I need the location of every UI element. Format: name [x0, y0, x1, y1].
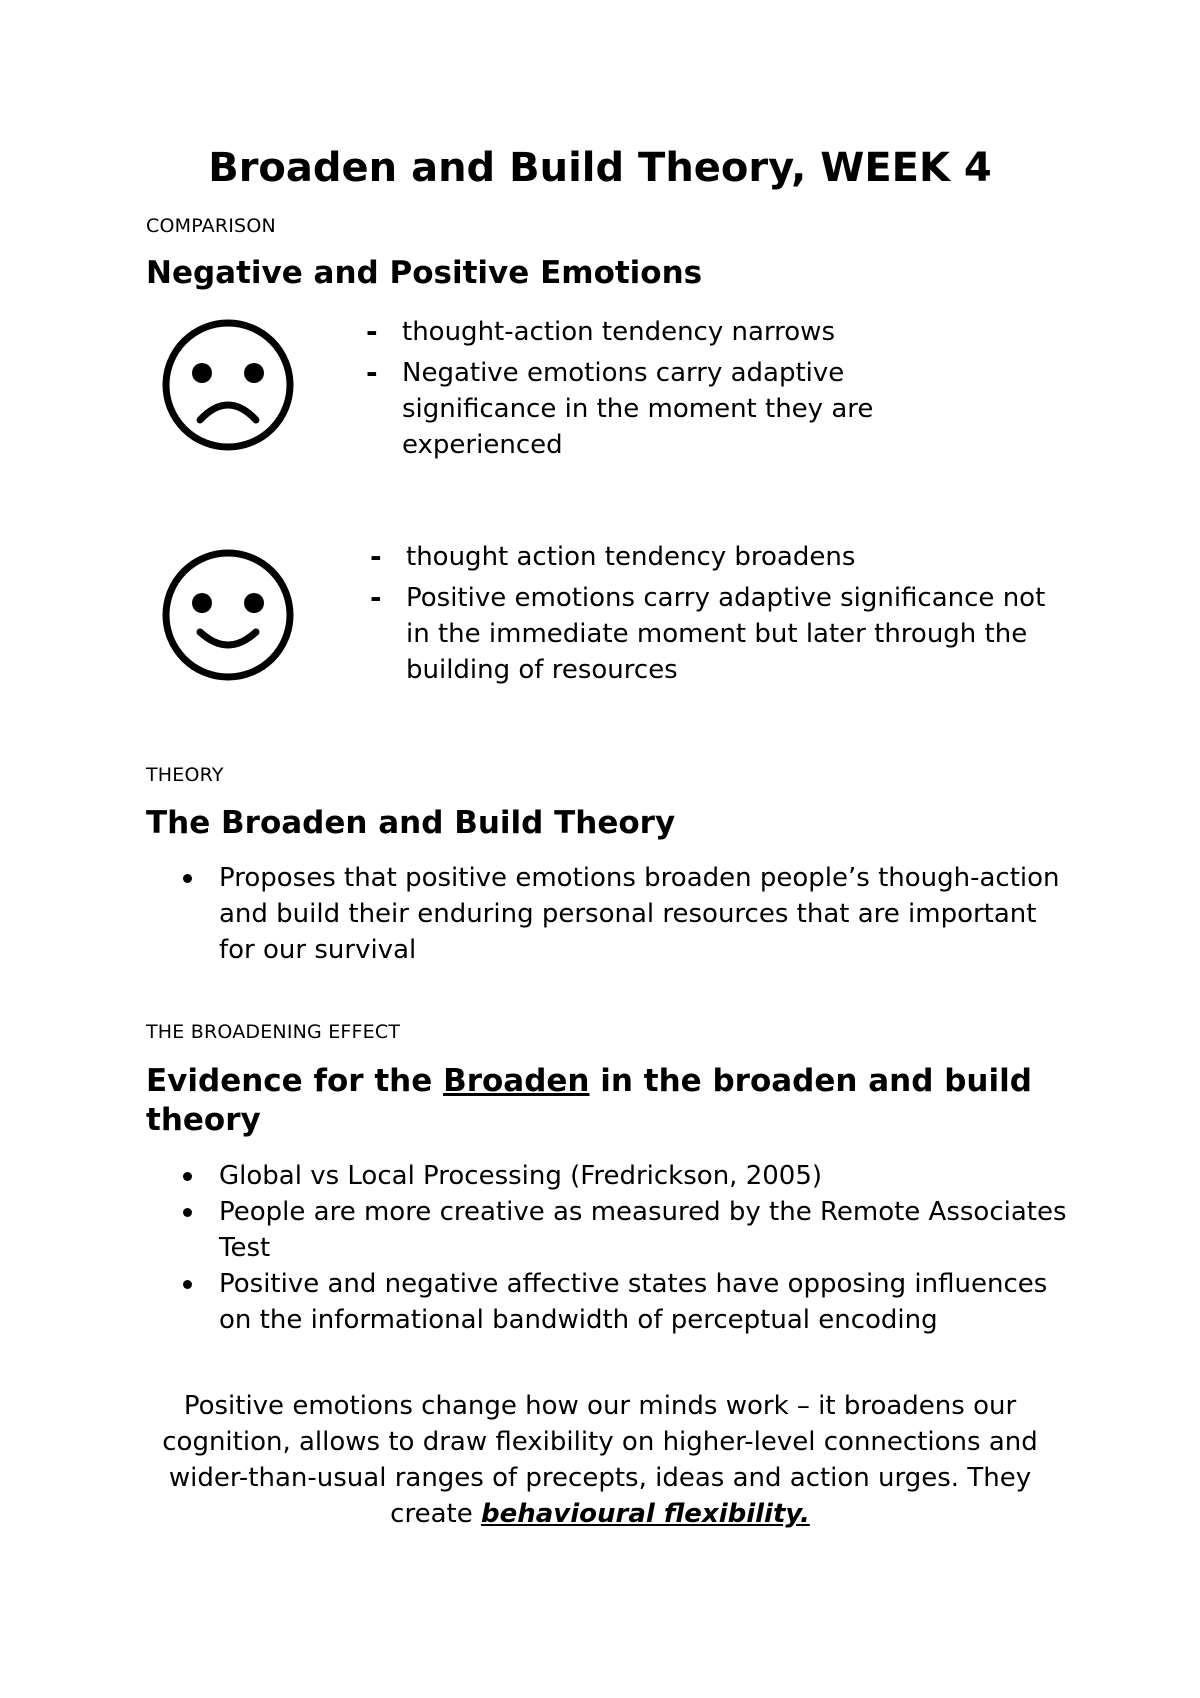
- theory-heading: The Broaden and Build Theory: [146, 805, 676, 841]
- broadening-heading: [146, 1062, 1046, 1140]
- positive-emotion-points: [370, 539, 1070, 693]
- list-item: - thought action tendency broadens: [370, 539, 1070, 575]
- closing-text: Positive emotions change how our minds work – it broadens our cognition, allows to draw flexibility on higher-level connections and wider-than-usual ranges of precepts, ideas and action urges. They create: [162, 1391, 1038, 1529]
- broadening-evidence-points: [180, 1158, 1080, 1338]
- closing-emphasis: behavioural flexibility.: [480, 1499, 810, 1529]
- theory-section-label: THEORY: [146, 764, 224, 786]
- smiley-face-icon: [153, 540, 303, 690]
- heading-text: Evidence for the: [146, 1063, 444, 1099]
- list-item: - thought-action tendency narrows: [366, 314, 986, 350]
- list-item: People are more creative as measured by the Remote Associates Test: [180, 1194, 1080, 1266]
- negative-emotion-points: [366, 314, 986, 468]
- broadening-section-label: THE BROADENING EFFECT: [146, 1021, 401, 1043]
- comparison-heading: Negative and Positive Emotions: [146, 255, 703, 291]
- heading-underlined-word: Broaden: [443, 1063, 590, 1099]
- list-item: - Positive emotions carry adaptive significance not in the immediate moment but later through the building of resources: [370, 580, 1070, 688]
- comparison-section-label: COMPARISON: [146, 215, 276, 237]
- list-item: - Negative emotions carry adaptive significance in the moment they are experienced: [366, 355, 986, 463]
- heading-text: in the broaden and build theory: [146, 1063, 1032, 1138]
- list-item: Proposes that positive emotions broaden people’s though-action and build their enduring personal resources that are important for our survival: [180, 860, 1080, 968]
- closing-paragraph: [140, 1388, 1060, 1532]
- list-item: Positive and negative affective states have opposing influences on the informational bandwidth of perceptual encoding: [180, 1266, 1080, 1338]
- document-title: Broaden and Build Theory, WEEK 4: [208, 145, 992, 191]
- theory-points: [180, 860, 1080, 968]
- sad-face-icon: [153, 310, 303, 460]
- list-item: Global vs Local Processing (Fredrickson, 2005): [180, 1158, 1080, 1194]
